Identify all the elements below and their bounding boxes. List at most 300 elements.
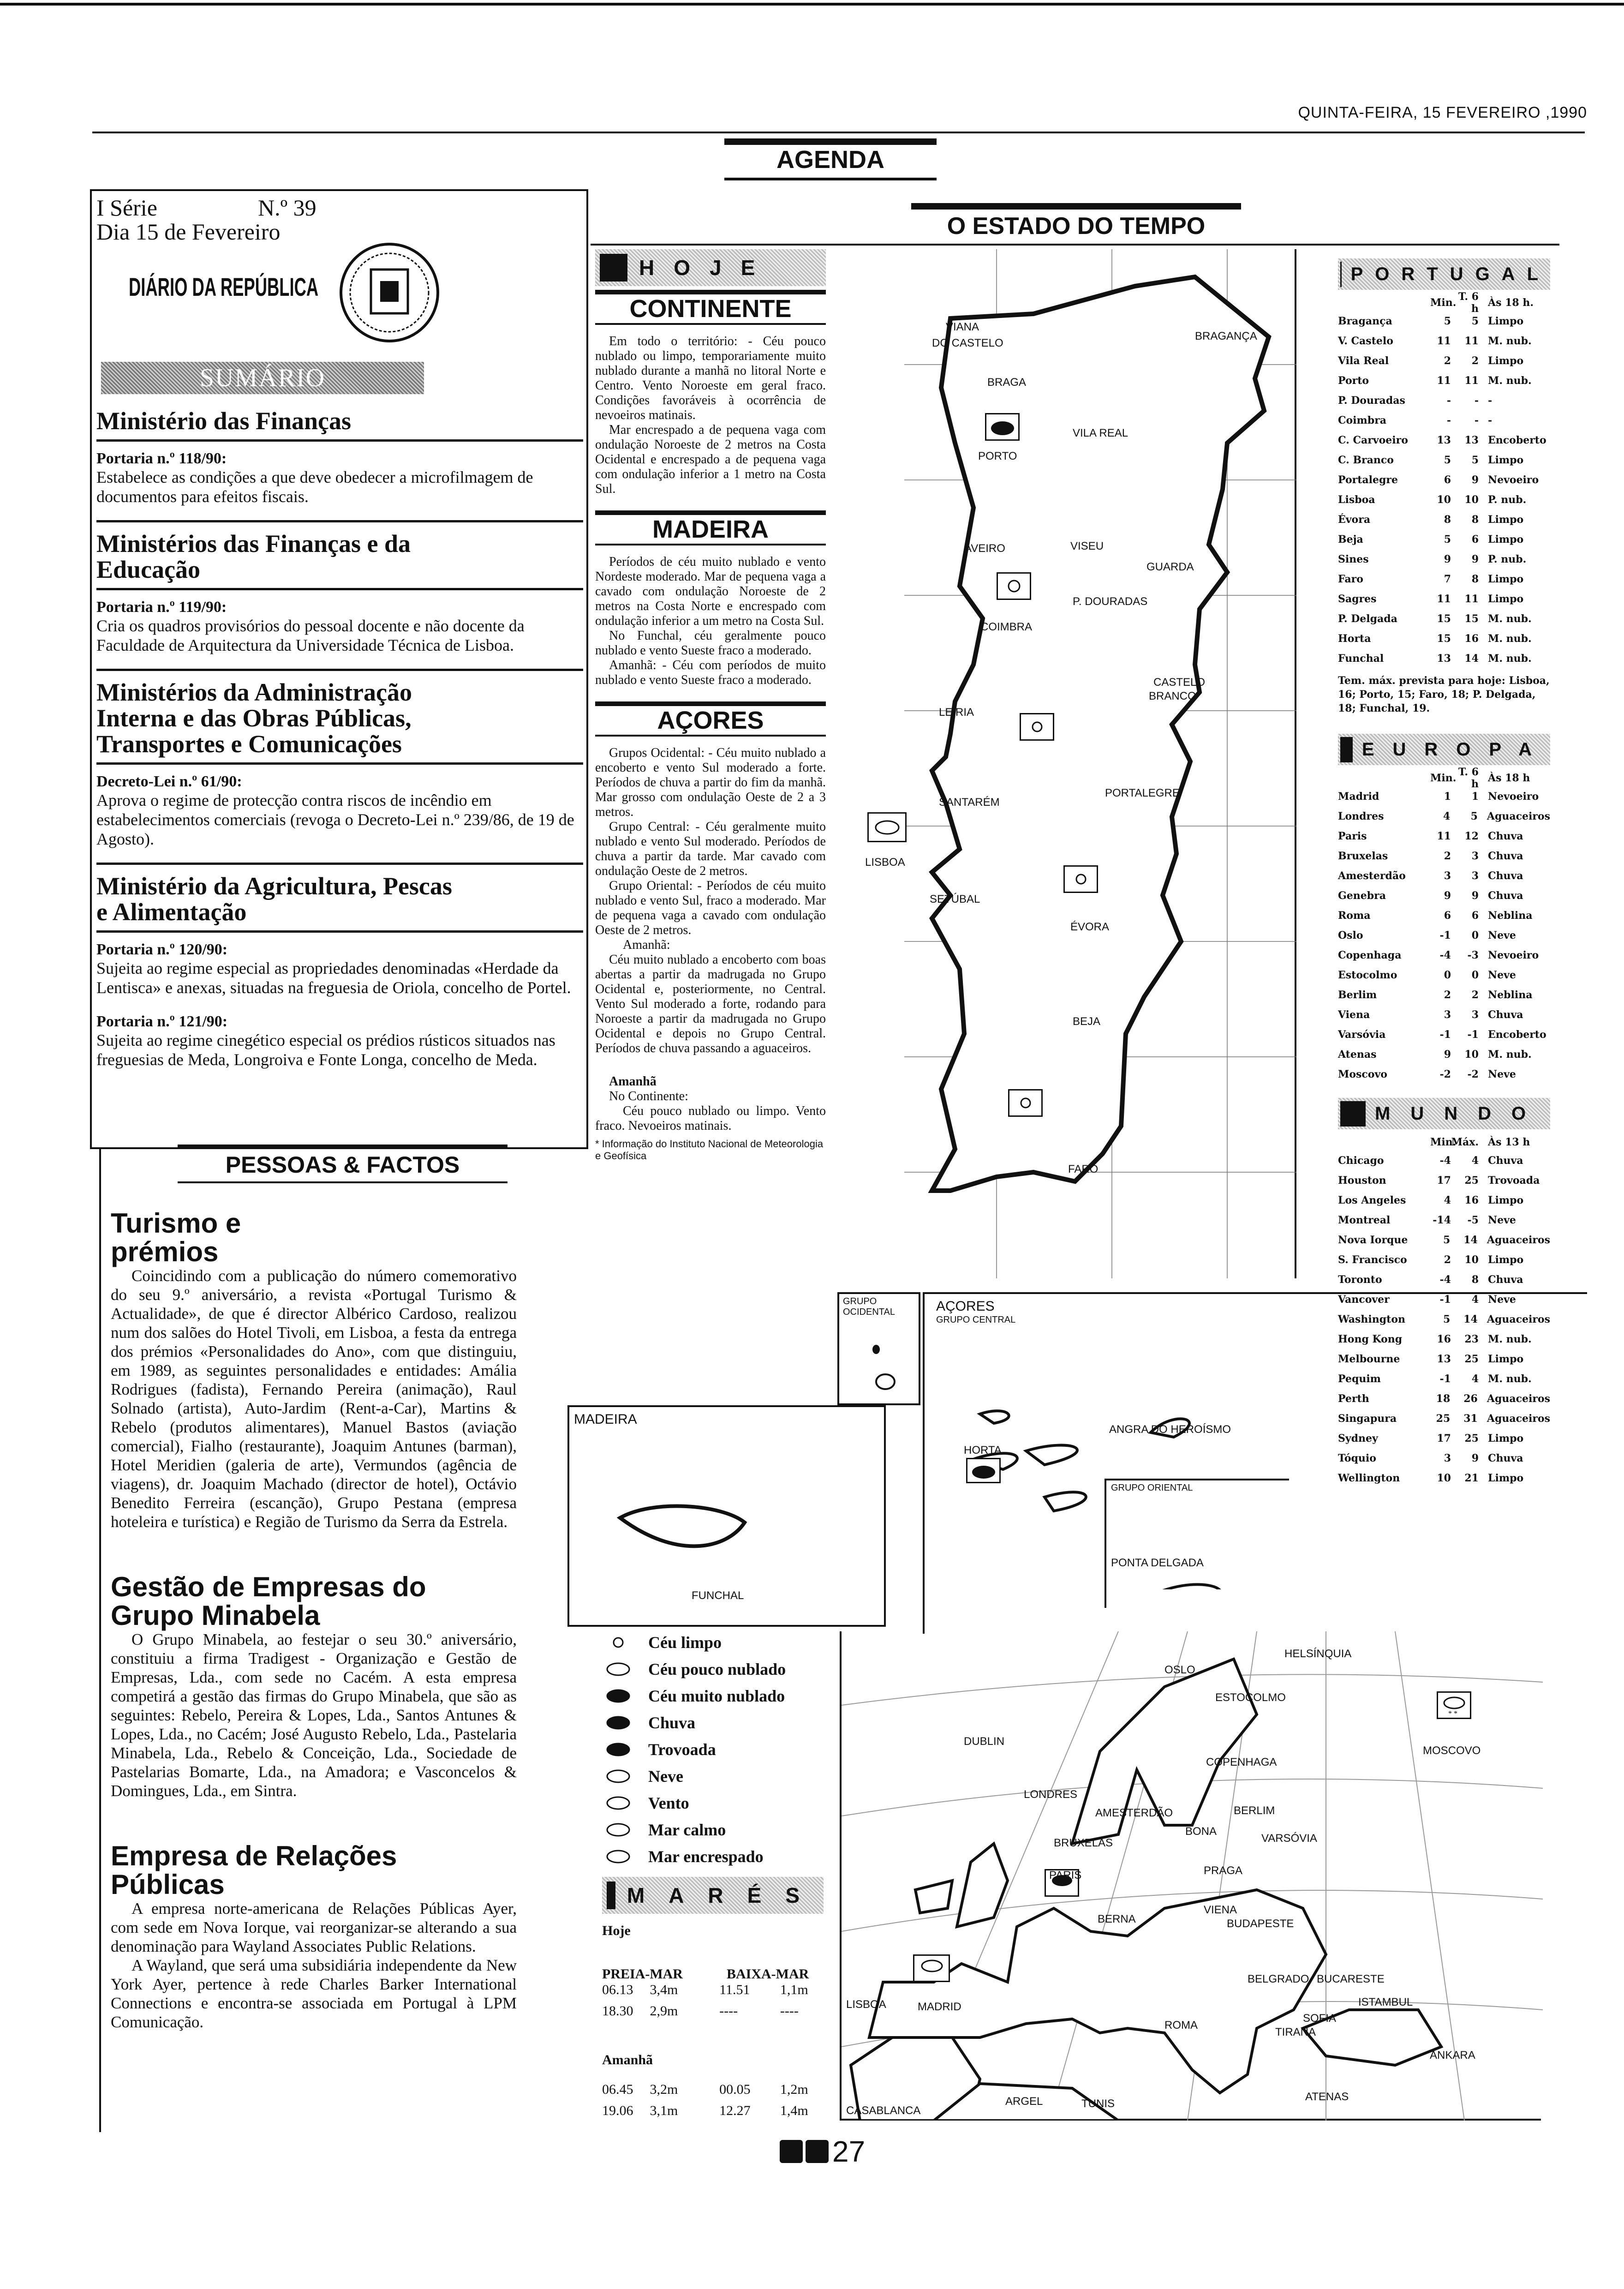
- tempo-title: O ESTADO DO TEMPO: [947, 213, 1206, 240]
- city-label: CASTELO: [1153, 676, 1206, 689]
- city-name: Montreal: [1338, 1214, 1391, 1226]
- acores-heading: AÇORES: [657, 707, 764, 734]
- weather-value: 11: [1437, 593, 1451, 605]
- sumario-label: SUMÁRIO: [199, 364, 326, 392]
- city-label: LISBOA: [846, 1998, 886, 2011]
- legend-item: [602, 1763, 824, 1790]
- city-label: COPENHAGA: [1206, 1756, 1277, 1768]
- weather-row: [1338, 1468, 1550, 1488]
- city-label: SOFIA: [1303, 2012, 1337, 2025]
- header-rule: [92, 132, 1585, 133]
- city-label: TUNIS: [1081, 2097, 1115, 2110]
- weather-row: [1338, 470, 1550, 490]
- cloud-icon: [966, 1458, 1001, 1483]
- tide-value: 06.45: [602, 2082, 633, 2097]
- weather-value: 6: [1444, 473, 1451, 486]
- sumario-section: [96, 408, 583, 522]
- weather-value: Limpo: [1488, 513, 1524, 526]
- dr-serie: I Série: [96, 195, 157, 221]
- city-label: ATENAS: [1305, 2091, 1349, 2103]
- weather-value: -3: [1467, 949, 1479, 961]
- weather-value: Aguaceiros: [1487, 1392, 1550, 1405]
- weather-value: Neve: [1488, 929, 1516, 941]
- weather-value: 10: [1464, 1048, 1479, 1061]
- city-name: Sydney: [1338, 1432, 1378, 1444]
- weather-value: 9: [1471, 473, 1479, 486]
- weather-value: 23: [1464, 1333, 1479, 1345]
- weather-row: [1338, 569, 1550, 589]
- city-name: V. Castelo: [1338, 335, 1393, 347]
- weather-row: [1338, 1044, 1550, 1064]
- city-name: Berlim: [1338, 989, 1377, 1001]
- city-name: Faro: [1338, 573, 1363, 585]
- city-name: Horta: [1338, 632, 1371, 645]
- acores-text: Grupo Central: - Céu geralmente muito nublado e vento Sul moderado. Períodos de chuva a partir da tarde. Mar cavado com ondulação Oeste de 2 metros.: [595, 820, 826, 878]
- publisher-logo-icon: [806, 2140, 829, 2163]
- weather-row: [1338, 1329, 1550, 1349]
- weather-value: 9: [1444, 1048, 1451, 1061]
- weather-row: [1338, 1389, 1550, 1408]
- city-name: Singapura: [1338, 1412, 1397, 1425]
- city-label: BERNA: [1098, 1913, 1136, 1925]
- tide-value: 3,1m: [650, 2103, 678, 2118]
- city-label: VILA REAL: [1073, 427, 1128, 439]
- weather-value: -: [1446, 394, 1451, 407]
- tide-value: 06.13: [602, 1982, 633, 1997]
- weather-row: [1338, 509, 1550, 529]
- city-name: Pequim: [1338, 1372, 1381, 1385]
- page-number: 27: [832, 2135, 866, 2168]
- weather-value: 2: [1444, 850, 1451, 862]
- ministry-title: Ministério das Finanças: [96, 407, 352, 435]
- tempo-bar: [911, 203, 1241, 210]
- city-name: Melbourne: [1338, 1353, 1400, 1365]
- city-name: Londres: [1338, 810, 1384, 822]
- city-name: Perth: [1338, 1392, 1369, 1405]
- legend-item: [602, 1736, 824, 1763]
- weather-value: -: [1446, 414, 1451, 426]
- weather-value: 2: [1471, 354, 1479, 367]
- weather-row: [1338, 629, 1550, 648]
- hoje-column: [595, 249, 826, 1162]
- city-name: Portalegre: [1338, 473, 1398, 486]
- city-label: ESTOCOLMO: [1215, 1691, 1286, 1704]
- weather-value: 25: [1436, 1412, 1451, 1425]
- weather-value: -: [1474, 414, 1479, 426]
- weather-row: [1338, 1408, 1550, 1428]
- city-name: Atenas: [1338, 1048, 1377, 1061]
- sun-icon: [1008, 1089, 1043, 1117]
- grupo-oriental-map: [1105, 1479, 1289, 1608]
- portugal-heading: PORTUGAL: [1350, 264, 1550, 284]
- city-name: C. Carvoeiro: [1338, 434, 1408, 446]
- column-rule: [99, 1149, 101, 2132]
- legend-label: Chuva: [648, 1714, 696, 1732]
- tide-value: 00.05: [719, 2082, 751, 2097]
- weather-value: 0: [1444, 969, 1451, 981]
- weather-row: [1338, 925, 1550, 945]
- weather-value: 15: [1437, 612, 1451, 625]
- weather-value: Limpo: [1488, 1194, 1524, 1206]
- city-name: Wellington: [1338, 1472, 1400, 1484]
- map-label: ANGRA DO HEROÍSMO: [1109, 1423, 1231, 1436]
- weather-row: [1338, 886, 1550, 905]
- madeira-text: No Funchal, céu geralmente pouco nublado e vento Sueste fraco a moderado.: [595, 629, 826, 658]
- weather-value: 8: [1444, 513, 1451, 526]
- weather-value: 10: [1464, 493, 1479, 506]
- city-name: Toronto: [1338, 1273, 1382, 1286]
- weather-value: 14: [1463, 1313, 1478, 1325]
- weather-value: 4: [1444, 1194, 1451, 1206]
- city-label: MADRID: [918, 2001, 961, 2013]
- weather-value: 25: [1464, 1353, 1479, 1365]
- city-label: BUCARESTE: [1317, 1973, 1385, 1985]
- weather-value: Chuva: [1488, 850, 1523, 862]
- weather-value: 5: [1471, 315, 1479, 327]
- portaria-heading: Portaria n.º 120/90:: [96, 941, 228, 958]
- city-label: CASABLANCA: [846, 2104, 921, 2117]
- legend-item: [602, 1709, 824, 1736]
- weather-value: Trovoada: [1488, 1174, 1540, 1186]
- weather-value: Neblina: [1488, 989, 1533, 1001]
- city-label: VIANA: [946, 321, 979, 333]
- city-label: ÉVORA: [1070, 921, 1110, 933]
- city-label: ISTAMBUL: [1358, 1996, 1413, 2008]
- hoje-label: HOJE: [639, 256, 775, 280]
- cloud-sun-icon: [602, 1660, 634, 1678]
- weather-row: [1338, 1309, 1550, 1329]
- city-label: AVEIRO: [964, 542, 1005, 555]
- city-name: Genebra: [1338, 889, 1386, 902]
- weather-row: [1338, 965, 1550, 985]
- pessoas-underline: [178, 1181, 508, 1183]
- portaria-text: Cria os quadros provisórios do pessoal docente e não docente da Faculdade de Arquitectura da Universidade Técnica de Lisboa.: [96, 617, 525, 654]
- weather-row: [1338, 1230, 1550, 1250]
- legend-label: Céu muito nublado: [648, 1687, 785, 1705]
- weather-value: 11: [1464, 593, 1479, 605]
- thunder-icon: [602, 1740, 634, 1759]
- weather-value: 5: [1444, 315, 1451, 327]
- weather-value: Neblina: [1488, 909, 1533, 922]
- tide-value: 1,4m: [780, 2103, 808, 2118]
- weather-value: -1: [1467, 1028, 1479, 1041]
- city-label: DO CASTELO: [932, 337, 1003, 349]
- weather-value: -1: [1439, 1028, 1451, 1041]
- weather-value: 25: [1464, 1432, 1479, 1444]
- weather-value: 10: [1437, 1472, 1451, 1484]
- weather-row: [1338, 1270, 1550, 1289]
- map-label: GRUPO CENTRAL: [936, 1315, 1016, 1325]
- weather-value: -: [1488, 394, 1493, 407]
- agenda-underline: [724, 178, 937, 180]
- weather-value: M. nub.: [1488, 1333, 1532, 1345]
- city-label: LISBOA: [865, 856, 905, 869]
- tide-amanha-label: Amanhã: [602, 2052, 653, 2067]
- city-label: PORTO: [978, 450, 1017, 462]
- weather-value: 1: [1471, 790, 1479, 803]
- city-label: VISEU: [1070, 540, 1104, 552]
- weather-value: Chuva: [1488, 889, 1523, 902]
- tide-value: 3,4m: [650, 1982, 678, 1997]
- city-name: Bruxelas: [1338, 850, 1388, 862]
- weather-row: [1338, 806, 1550, 826]
- weather-value: Neve: [1488, 969, 1516, 981]
- weather-value: Encoberto: [1488, 1028, 1546, 1041]
- rain-icon: [602, 1714, 634, 1732]
- madeira-text: Amanhã: - Céu com períodos de muito nublado e vento Sueste fraco a moderado.: [595, 658, 826, 687]
- weather-row: [1338, 1170, 1550, 1190]
- weather-value: Limpo: [1488, 454, 1524, 466]
- weather-row: [1338, 945, 1550, 965]
- weather-value: Limpo: [1488, 533, 1524, 545]
- weather-row: [1338, 1448, 1550, 1468]
- weather-row: [1338, 1150, 1550, 1170]
- weather-value: 11: [1464, 374, 1479, 387]
- sumario-list: [96, 408, 583, 1069]
- weather-value: 9: [1444, 889, 1451, 902]
- weather-row: [1338, 371, 1550, 390]
- sumario-section: [96, 531, 583, 671]
- weather-value: Chuva: [1488, 1008, 1523, 1021]
- city-name: Funchal: [1338, 652, 1384, 665]
- weather-value: 11: [1437, 830, 1451, 842]
- weather-value: 4: [1443, 810, 1451, 822]
- weather-value: 26: [1463, 1392, 1478, 1405]
- weather-value: Aguaceiros: [1487, 1313, 1550, 1325]
- article-body: O Grupo Minabela, ao festejar o seu 30.º aniversário, constituiu a firma Tradigest - Organização e Gestão de Empresas, Lda., com sede no Cacém. A esta empresa competirá a gestão das firmas do Grupo Minabela, que são as seguintes: Rebelo, Pereira & Lopes, Lda., Santos Antunes & Lopes, Lda., no Cacém; José Augusto Rebelo, Lda., Pastelaria Minabela, Lda., Rebelo & Conceição, Lda., Sociedade de Pastelarias Bomarte, Lda., na Amadora; e Vasconcelos & Domingues, Lda., em Sintra.: [111, 1630, 517, 1800]
- svg-text:* *: * *: [1448, 1710, 1457, 1718]
- legend-item: [602, 1629, 824, 1656]
- weather-value: 4: [1471, 1372, 1479, 1385]
- weather-value: Nevoeiro: [1488, 790, 1539, 803]
- cloud-sun-icon: [867, 812, 907, 842]
- decreto-text: Aprova o regime de protecção contra riscos de incêndio em estabelecimentos comerciais (revoga o Decreto-Lei n.º 239/86, de 19 de Agosto).: [96, 791, 574, 848]
- weather-value: Limpo: [1488, 593, 1524, 605]
- weather-value: 14: [1464, 652, 1479, 665]
- weather-value: M. nub.: [1488, 374, 1532, 387]
- pessoas-bar: [178, 1144, 508, 1148]
- ministry-title: Ministérios da Administração Interna e das Obras Públicas, Transportes e Comunicações: [96, 678, 412, 758]
- top-rule: [0, 3, 1624, 6]
- weather-value: 5: [1443, 1234, 1451, 1246]
- city-name: Houston: [1338, 1174, 1386, 1186]
- weather-value: Neve: [1488, 1214, 1516, 1226]
- tide-value: 12.27: [719, 2103, 751, 2118]
- map-label: PONTA DELGADA: [1111, 1557, 1204, 1569]
- city-label: VARSÓVIA: [1261, 1832, 1317, 1845]
- madeira-text: Períodos de céu muito nublado e vento Nordeste moderado. Mar de pequena vaga a cavado com ondulação Noroeste de 2 metros na Costa Norte e encrespado com ondulação inferior a um metro na Costa Sul.: [595, 555, 826, 628]
- portaria-heading: Portaria n.º 119/90:: [96, 599, 227, 616]
- preia-mar-header: PREIA-MAR: [602, 1966, 683, 1982]
- city-name: S. Francisco: [1338, 1253, 1407, 1266]
- weather-value: 15: [1437, 632, 1451, 645]
- weather-row: [1338, 390, 1550, 410]
- weather-value: 16: [1464, 632, 1479, 645]
- dr-title: DIÁRIO DA REPÚBLICA: [129, 272, 319, 301]
- weather-row: [1338, 1210, 1550, 1230]
- article-body: A Wayland, que será uma subsidiária independente da New York Ayer, pertence à rede Charles Barker International Connections e encontra-se associada em Portugal à LPM Comunicação.: [111, 1956, 517, 2031]
- city-name: Los Angeles: [1338, 1194, 1406, 1206]
- weather-value: 25: [1464, 1174, 1479, 1186]
- weather-row: [1338, 1064, 1550, 1084]
- weather-row: [1338, 1190, 1550, 1210]
- weather-value: 11: [1437, 374, 1451, 387]
- weather-value: 15: [1464, 612, 1479, 625]
- tide-row: [602, 1982, 824, 2003]
- weather-value: Nevoeiro: [1488, 473, 1539, 486]
- page-footer: [780, 2134, 865, 2169]
- city-label: SETÚBAL: [930, 893, 980, 905]
- weather-value: 2: [1444, 1253, 1451, 1266]
- weather-value: 0: [1471, 929, 1479, 941]
- weather-value: P. nub.: [1488, 553, 1527, 565]
- weather-value: Limpo: [1488, 1353, 1524, 1365]
- legend-item: [602, 1843, 824, 1870]
- legend-label: Mar encrespado: [648, 1847, 764, 1866]
- dr-dia: Dia 15 de Fevereiro: [96, 219, 281, 245]
- weather-row: [1338, 529, 1550, 549]
- continente-heading: CONTINENTE: [629, 295, 792, 323]
- weather-value: 2: [1444, 354, 1451, 367]
- city-label: BUDAPESTE: [1227, 1917, 1294, 1930]
- weather-value: -4: [1439, 949, 1451, 961]
- decreto-heading: Decreto-Lei n.º 61/90:: [96, 773, 242, 790]
- portaria-heading: Portaria n.º 118/90:: [96, 450, 227, 467]
- acores-text: Grupo Oriental: - Períodos de céu muito nublado e vento Sul, fraco a moderado. Mar de pequena vaga a cavado com ondulação Oeste de 2 metros.: [595, 879, 826, 937]
- city-label: BRAGANÇA: [1195, 330, 1257, 342]
- weather-value: 3: [1471, 850, 1479, 862]
- city-label: FARO: [1068, 1163, 1099, 1175]
- legend-label: Neve: [648, 1767, 683, 1786]
- map-label: HORTA: [964, 1444, 1002, 1456]
- diario-republica-box: [90, 189, 588, 1149]
- city-label: PARIS: [1049, 1869, 1082, 1882]
- weather-value: -1: [1439, 1372, 1451, 1385]
- weather-value: Chuva: [1488, 1452, 1523, 1464]
- city-label: ARGEL: [1005, 2095, 1043, 2108]
- sumario-section: [96, 873, 583, 1069]
- legend-label: Céu limpo: [648, 1633, 722, 1652]
- mundo-heading: MUNDO: [1375, 1103, 1546, 1124]
- legend-label: Vento: [648, 1794, 689, 1812]
- weather-value: -14: [1433, 1214, 1451, 1226]
- city-name: Estocolmo: [1338, 969, 1397, 981]
- map-label: MADEIRA: [574, 1412, 637, 1427]
- city-label: VIENA: [1204, 1904, 1237, 1916]
- weather-value: 0: [1471, 969, 1479, 981]
- portaria-text: Sujeita ao regime especial as propriedades denominadas «Herdade da Lentisca» e anexas, situadas na freguesia de Oriola, concelho de Portel.: [96, 959, 571, 997]
- city-name: Lisboa: [1338, 493, 1375, 506]
- madeira-map: [567, 1405, 886, 1627]
- source-note: * Informação do Instituto Nacional de Meteorologia e Geofísica: [595, 1138, 824, 1162]
- calm-sea-icon: [602, 1821, 634, 1839]
- city-name: Tóquio: [1338, 1452, 1376, 1464]
- weather-value: 6: [1444, 909, 1451, 922]
- city-label: BEJA: [1073, 1015, 1101, 1028]
- weather-value: 12: [1464, 830, 1479, 842]
- weather-value: M. nub.: [1488, 1048, 1532, 1061]
- weather-value: 2: [1444, 989, 1451, 1001]
- map-label: GRUPO ORIENTAL: [1111, 1483, 1193, 1493]
- ministry-title: Ministério da Agricultura, Pescas e Alimentação: [96, 872, 452, 926]
- weather-row: [1338, 351, 1550, 371]
- portugal-note: Tem. máx. prevista para hoje: Lisboa, 16; Porto, 15; Faro, 18; P. Delgada, 18; Funchal, 19.: [1338, 675, 1550, 714]
- cloud-icon: [602, 1687, 634, 1705]
- city-label: SANTARÉM: [939, 796, 1000, 809]
- tide-hoje-label: Hoje: [602, 1923, 631, 1938]
- sun-icon: [1063, 865, 1098, 893]
- weather-value: 2: [1471, 989, 1479, 1001]
- madeira-heading: MADEIRA: [652, 515, 769, 543]
- weather-value: 11: [1464, 335, 1479, 347]
- weather-value: 3: [1444, 1452, 1451, 1464]
- weather-row: [1338, 331, 1550, 351]
- city-name: Coimbra: [1338, 414, 1387, 426]
- weather-row: [1338, 826, 1550, 846]
- city-name: Évora: [1338, 513, 1371, 526]
- map-label: OCIDENTAL: [843, 1307, 895, 1317]
- map-label: GRUPO: [843, 1296, 877, 1306]
- city-name: Vila Real: [1338, 354, 1389, 367]
- weather-value: -: [1474, 394, 1479, 407]
- weather-value: Neve: [1488, 1293, 1516, 1306]
- continente-text: Em todo o território: - Céu pouco nublado ou limpo, temporariamente muito nublado durante a manhã no litoral Norte e Centro. Vento Noroeste em geral fraco. Condições favoráveis à ocorrência de nevoeiros matinais.: [595, 334, 826, 422]
- portugal-map: [865, 249, 1296, 1278]
- legend-item: [602, 1656, 824, 1683]
- city-label: P. DOURADAS: [1073, 595, 1148, 608]
- article-title: Empresa de Relações Públicas: [111, 1840, 397, 1900]
- weather-value: 16: [1464, 1194, 1479, 1206]
- weather-value: -4: [1439, 1154, 1451, 1167]
- article-body: A empresa norte-americana de Relações Públicas Ayer, com sede em Nova Iorque, vai reorganizar-se alterando a sua denominação para Wayland Associates Public Relations.: [111, 1900, 517, 1955]
- weather-value: 4: [1471, 1154, 1479, 1167]
- weather-value: Encoberto: [1488, 434, 1546, 446]
- weather-value: M. nub.: [1488, 1372, 1532, 1385]
- city-label: BELGRADO: [1248, 1973, 1309, 1985]
- weather-value: Limpo: [1488, 1432, 1524, 1444]
- city-label: BERLIM: [1234, 1804, 1275, 1817]
- weather-value: 9: [1471, 889, 1479, 902]
- tide-value: ----: [780, 2003, 799, 2019]
- weather-value: -2: [1439, 1068, 1451, 1080]
- weather-row: [1338, 648, 1550, 668]
- weather-value: 3: [1471, 1008, 1479, 1021]
- amanha-heading: Amanhã: [609, 1074, 657, 1089]
- tide-value: ----: [719, 2003, 738, 2019]
- tide-value: 11.51: [719, 1982, 750, 1997]
- weather-value: 17: [1437, 1174, 1451, 1186]
- wind-icon: [602, 1794, 634, 1812]
- weather-value: Limpo: [1488, 1472, 1524, 1484]
- city-name: Porto: [1338, 374, 1369, 387]
- weather-value: Chuva: [1488, 1154, 1523, 1167]
- legend-item: [602, 1790, 824, 1816]
- weather-value: 31: [1463, 1412, 1478, 1425]
- city-name: Nova Iorque: [1338, 1234, 1408, 1246]
- weather-row: [1338, 311, 1550, 331]
- agenda-bar: [724, 138, 937, 145]
- weather-value: M. nub.: [1488, 652, 1532, 665]
- city-label: BRUXELAS: [1054, 1837, 1113, 1849]
- legend-label: Céu pouco nublado: [648, 1660, 786, 1678]
- legend-item: [602, 1683, 824, 1709]
- ministry-title: Ministérios das Finanças e da Educação: [96, 530, 411, 583]
- weather-value: -4: [1439, 1273, 1451, 1286]
- weather-value: 8: [1471, 513, 1479, 526]
- tide-row: [602, 2082, 824, 2103]
- tide-value: 1,1m: [780, 1982, 808, 1997]
- hoje-banner: [595, 249, 826, 286]
